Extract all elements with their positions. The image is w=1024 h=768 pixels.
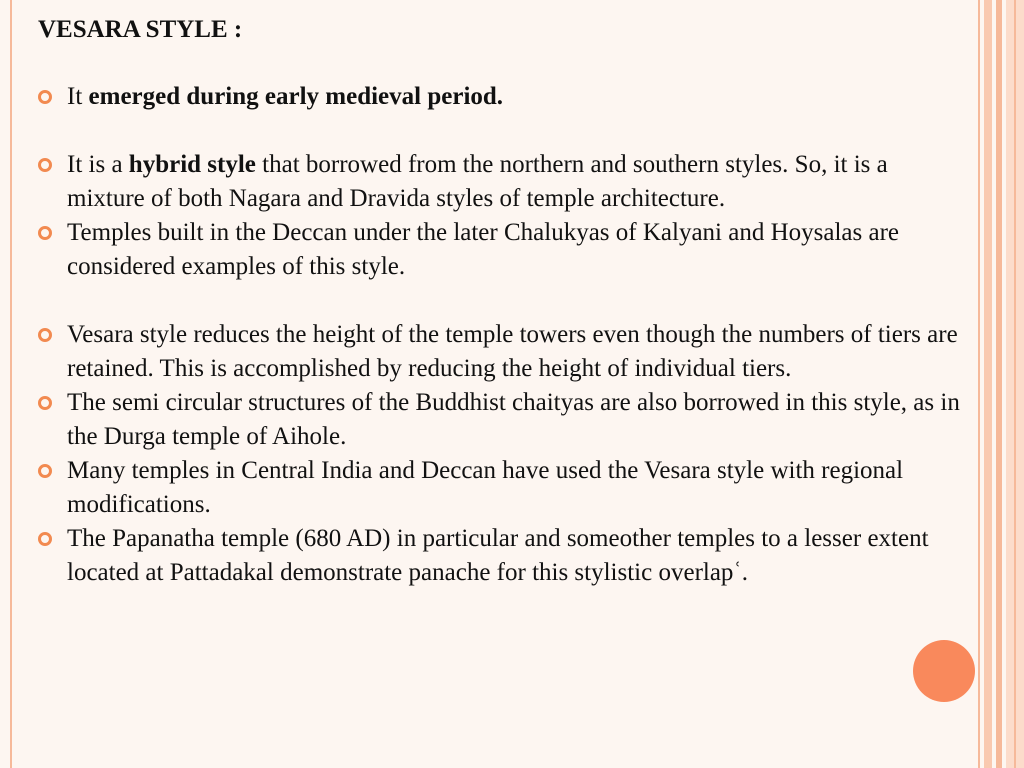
bullet-bold-text: emerged during early medieval period. [88,83,504,110]
bullet-text: It is a [67,151,129,178]
right-stripe [1014,0,1016,768]
bullet-ring-icon [38,464,52,478]
bullet-bold-text: hybrid style [128,151,256,178]
bullet-text: Temples built in the Deccan under the later Chalukyas of Kalyani and Hoysalas are considered examples of this style. [67,219,899,280]
right-stripe [978,0,980,768]
bullet-ring-icon [38,328,52,342]
decorative-circle [913,640,975,702]
bullet-text: Many temples in Central India and Deccan have used the Vesara style with regional modifications. [67,457,904,518]
bullet-text: that borrowed from the northern and southern styles. So, it is a mixture of both Nagara and Dravida styles of temple architecture. [67,151,888,212]
list-item [38,318,968,386]
bullet-list [38,80,968,590]
list-item [38,80,968,114]
bullet-text: The Papanatha temple (680 AD) in particular and someother temples to a lesser extent located at Pattadakal demonstrate panache for this stylistic overlapʿ. [67,525,929,586]
bullet-ring-icon [38,226,52,240]
bullet-ring-icon [38,532,52,546]
right-stripe [984,0,992,768]
bullet-ring-icon [38,90,52,104]
bullet-text: It [67,83,89,110]
bullet-text: The semi circular structures of the Buddhist chaityas are also borrowed in this style, as in the Durga temple of Aihole. [67,389,960,450]
list-item [38,216,968,284]
left-border [10,0,12,768]
bullet-ring-icon [38,158,52,172]
slide-title: VESARA STYLE : [38,16,243,43]
list-item [38,522,968,590]
list-item [38,148,968,216]
bullet-ring-icon [38,396,52,410]
list-item [38,454,968,522]
right-stripe [996,0,1002,768]
bullet-text: Vesara style reduces the height of the temple towers even though the numbers of tiers are retained. This is accomplished by reducing the height of individual tiers. [67,321,958,382]
list-item [38,386,968,454]
